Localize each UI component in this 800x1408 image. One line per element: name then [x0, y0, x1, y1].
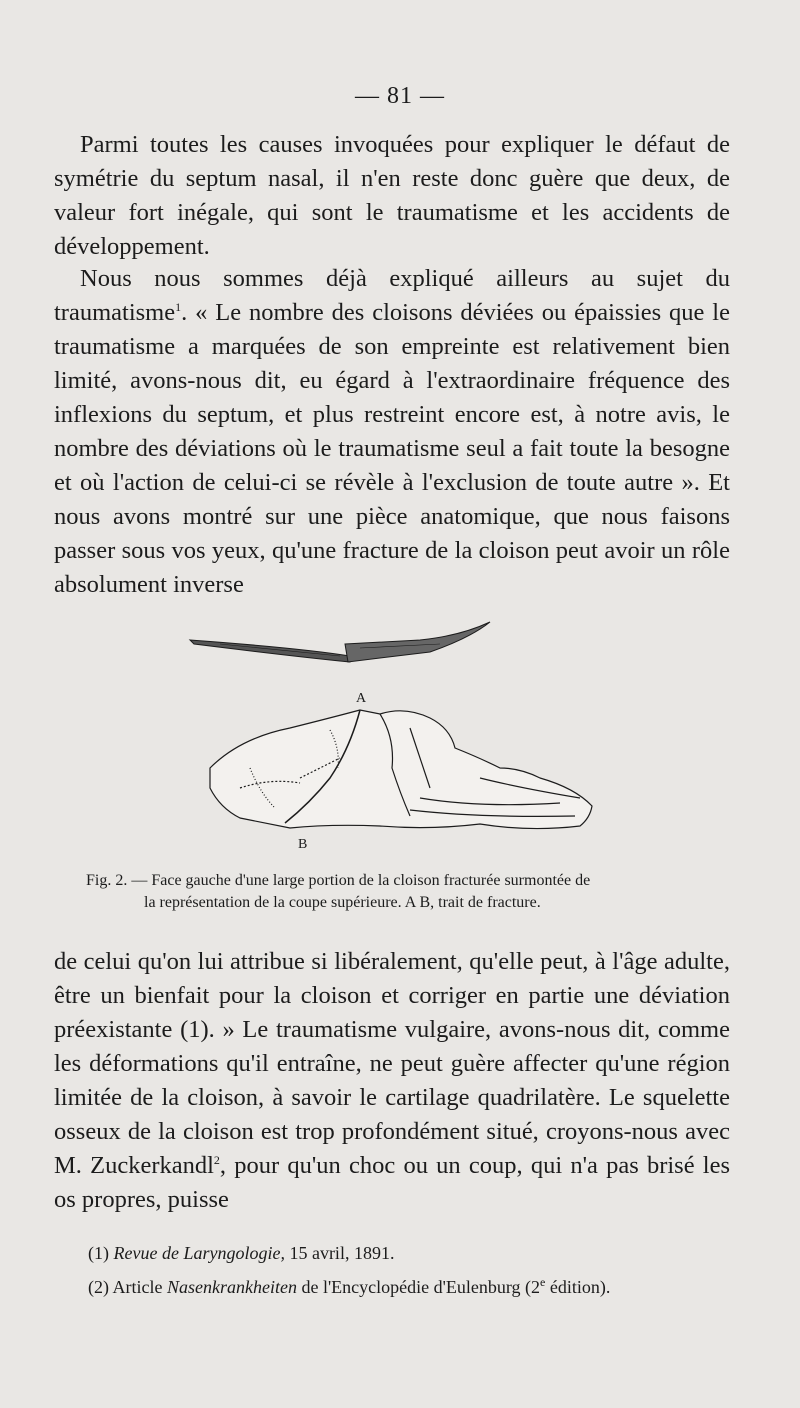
paragraph-1-text: Parmi toutes les causes invoquées pour expliquer le défaut de symétrie du septum nasal, il n'en reste donc guère que deux, de valeur fort inégale, qui sont le traumatisme et les accidents de développement.: [54, 131, 730, 260]
septum-drawing: [210, 710, 592, 829]
footnote-1: [88, 1240, 768, 1266]
paragraph-1: [54, 128, 730, 264]
footnote-2-sup: e: [540, 1275, 546, 1289]
paragraph-2-text-a: Nous nous sommes déjà expliqué ailleurs au sujet du traumatisme: [54, 265, 730, 326]
caption-line-2: la représentation de la coupe supérieure. A B, trait de fracture.: [144, 894, 541, 911]
label-b: B: [298, 837, 308, 852]
caption-line-1: Fig. 2. — Face gauche d'une large portion de la cloison fracturée surmontée de: [86, 872, 591, 889]
footnote-2-mid: de l'Encyclopédie d'Eulenburg (2: [296, 1277, 541, 1297]
footnote-2: [88, 1274, 768, 1300]
footnote-1-rest: 15 avril, 1891.: [284, 1243, 395, 1263]
label-a: A: [356, 691, 367, 706]
footnote-1-title: Revue de Laryngologie,: [113, 1243, 285, 1263]
septum-fracture-figure: [180, 618, 610, 858]
figure-caption: [86, 870, 726, 914]
paragraph-2: [54, 262, 730, 602]
footnote-2-number: (2): [88, 1277, 109, 1297]
paragraph-2-text-b: . « Le nombre des cloisons déviées ou épaissies que le traumatisme a marquées de son empreinte est relativement bien limité, avons-nous dit, eu égard à l'extraordinaire fréquence des inflexions du septum, et plus restreint encore est, à notre avis, le nombre des déviations où le traumatisme seul a fait toute la besogne et où l'action de celui-ci se révèle à l'exclusion de toute autre ». Et nous avons montré sur une pièce anatomique, que nous faisons passer sous vos yeux, qu'une fracture de la cloison peut avoir un rôle absolument inverse: [54, 299, 730, 598]
upper-section-drawing: [190, 622, 490, 662]
footnote-2-pre: Article: [109, 1277, 167, 1297]
page-number: — 81 —: [355, 83, 445, 109]
footnote-ref-1b[interactable]: 1: [188, 1016, 201, 1043]
footnote-1-number: (1): [88, 1243, 109, 1263]
footnote-ref-2[interactable]: 2: [213, 1152, 220, 1167]
paragraph-3-text-c: , pour qu'un choc ou un coup, qui n'a pas brisé les os propres, puisse: [54, 1152, 730, 1213]
footnote-2-end: édition).: [545, 1277, 611, 1297]
footnote-ref-1[interactable]: 1: [175, 299, 182, 314]
paragraph-3-text-a: de celui qu'on lui attribue si libéralement, qu'elle peut, à l'âge adulte, être un bienfait pour la cloison et corriger en partie une déviation préexistante (: [54, 948, 730, 1043]
paragraph-3-text-b: ). » Le traumatisme vulgaire, avons-nous dit, comme les déformations qu'il entraîne, ne peut guère affecter qu'une région limitée de la cloison, à savoir le cartilage quadrilatère. Le squelette osseux de la cloison est trop profondément situé, croyons-nous avec M. Zuckerkandl: [54, 1016, 730, 1179]
paragraph-3: [54, 945, 730, 1217]
footnote-2-title: Nasenkrankheiten: [166, 1277, 297, 1297]
